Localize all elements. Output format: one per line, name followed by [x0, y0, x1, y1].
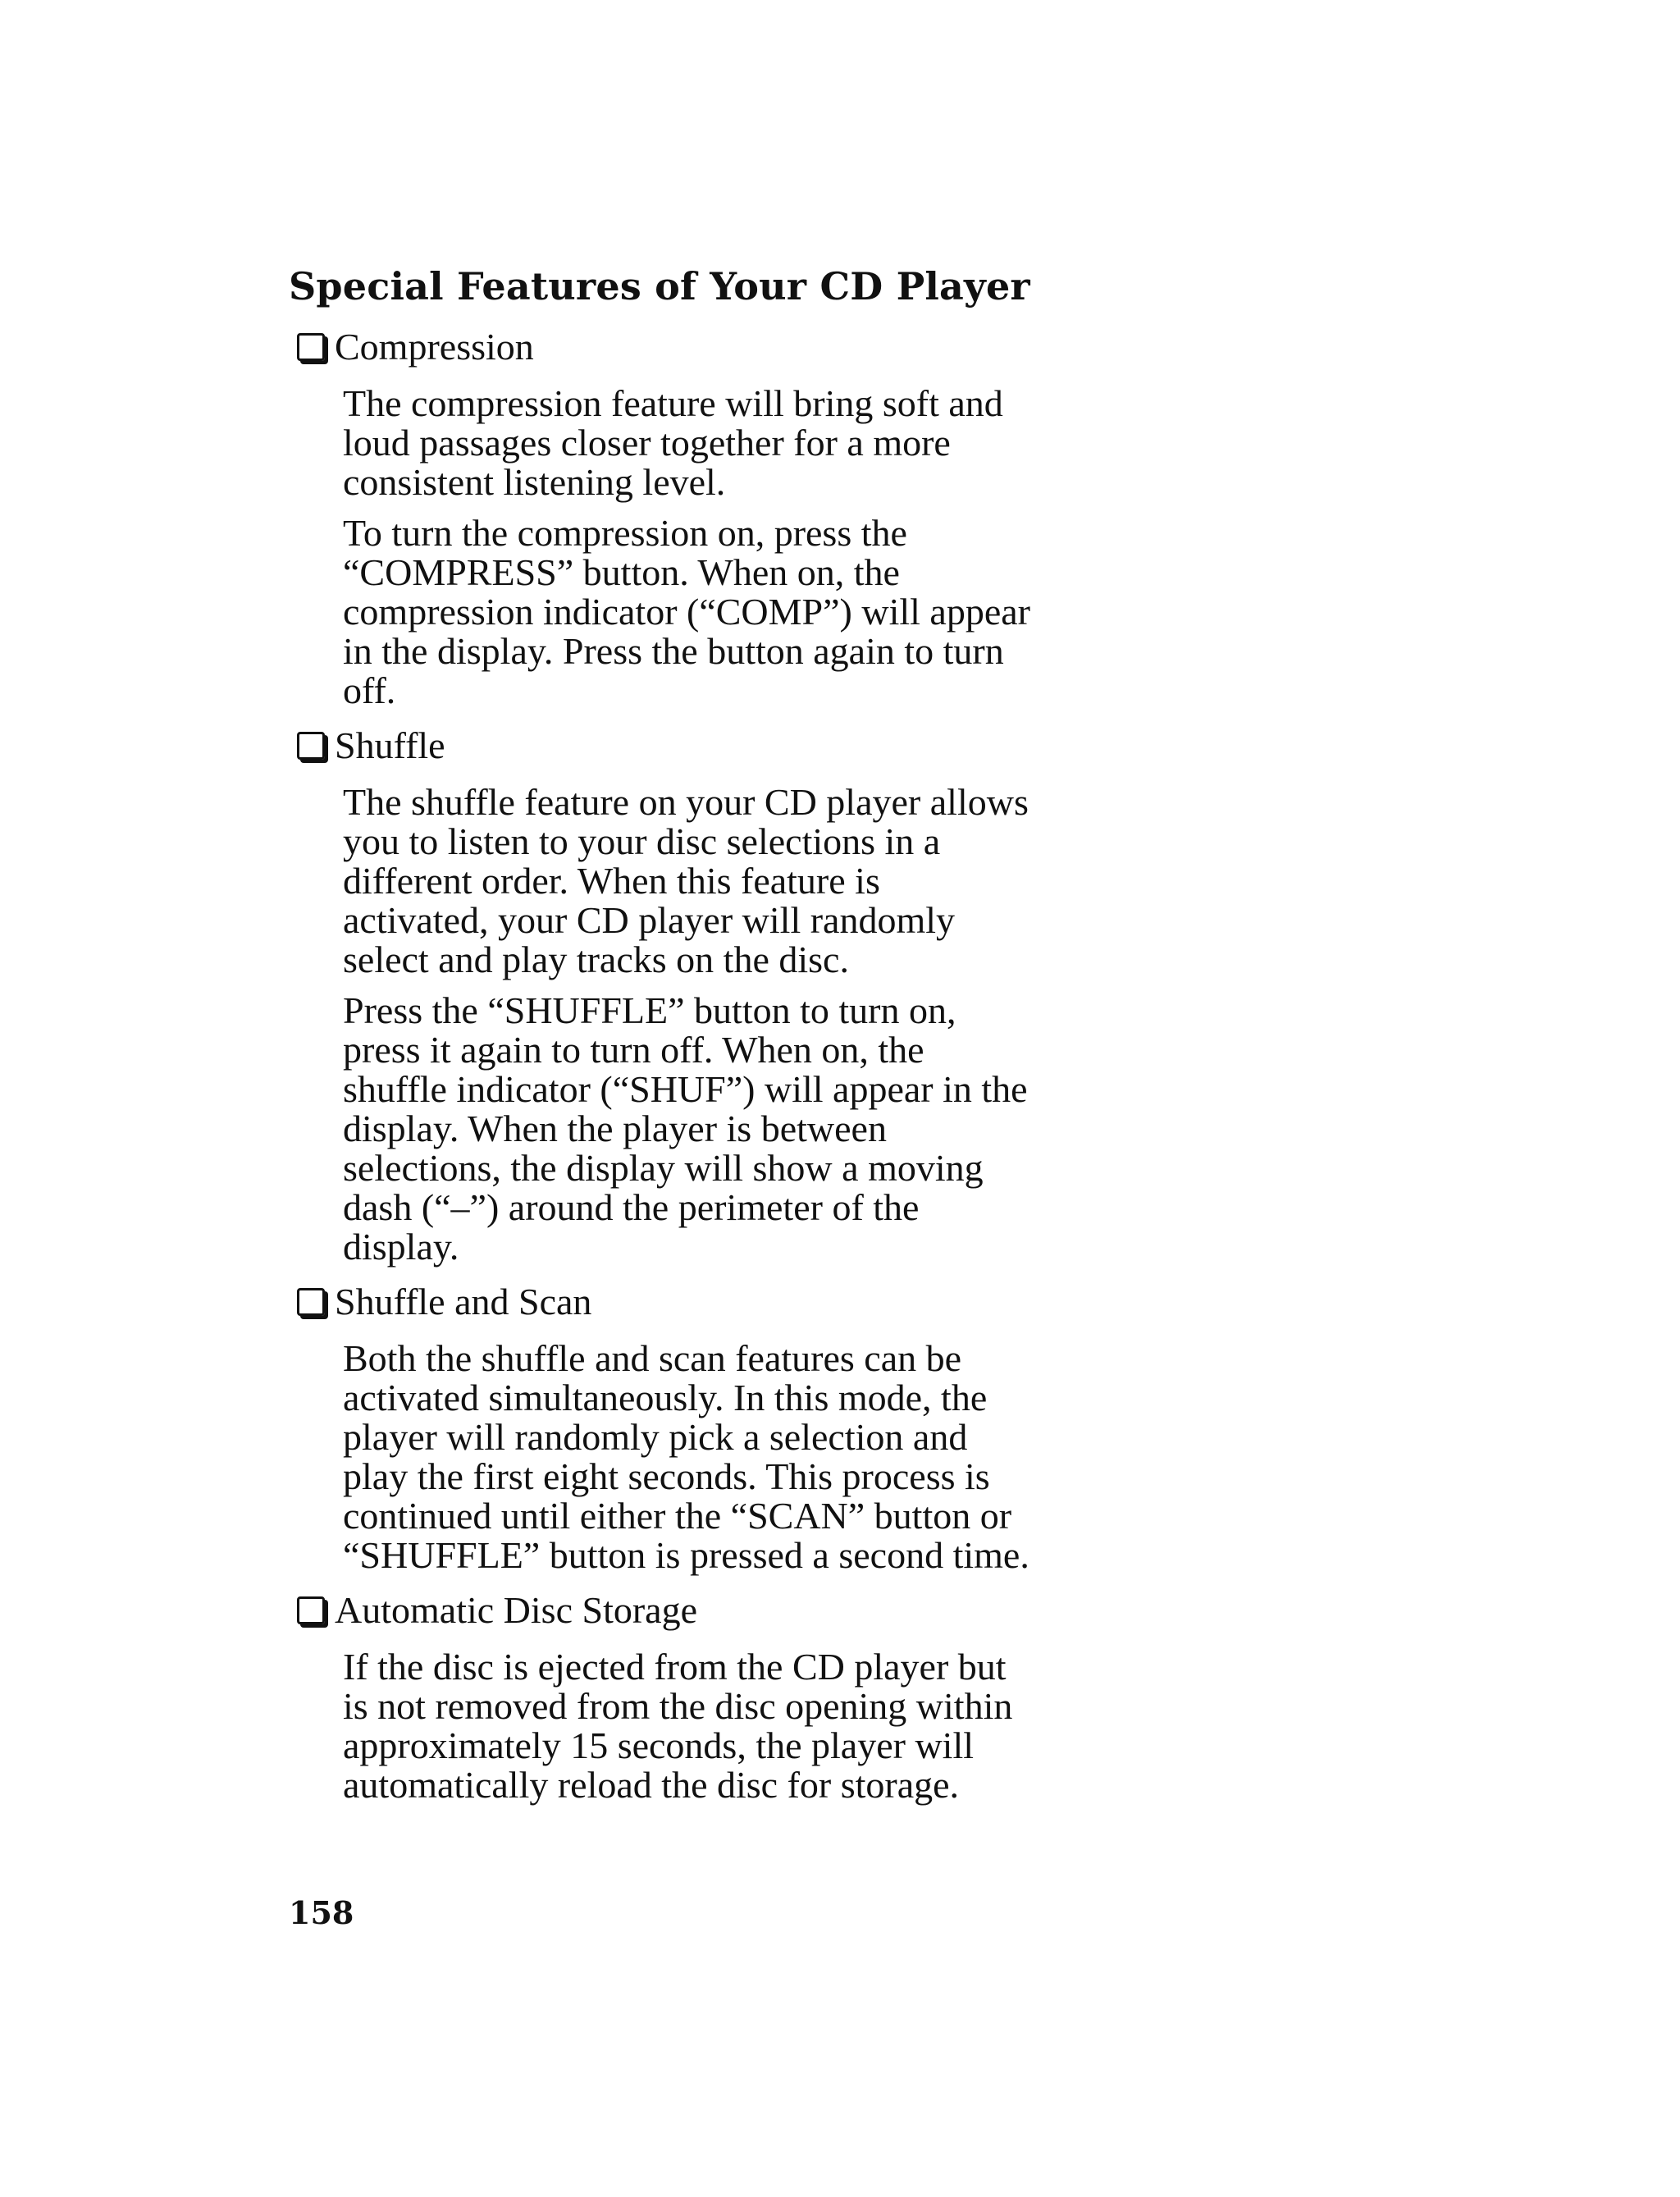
checkbox-bullet-icon — [297, 1288, 325, 1316]
text-line: dash (“–”) around the perimeter of the — [343, 1186, 920, 1228]
text-line: off. — [343, 669, 396, 711]
text-line: different order. When this feature is — [343, 860, 880, 902]
text-line: you to listen to your disc selections in a — [343, 820, 941, 862]
text-line: in the display. Press the button again to turn — [343, 630, 1004, 672]
checkbox-bullet-icon — [297, 333, 325, 361]
text-line: “SHUFFLE” button is pressed a second time. — [343, 1534, 1029, 1576]
text-line: loud passages closer together for a more — [343, 422, 951, 464]
section-title: Shuffle — [335, 724, 445, 766]
text-line: select and play tracks on the disc. — [343, 939, 849, 980]
text-line: display. When the player is between — [343, 1108, 887, 1149]
text-line: The shuffle feature on your CD player allows — [343, 781, 1029, 823]
section-title: Automatic Disc Storage — [335, 1589, 698, 1631]
section-shuffle-and-scan — [289, 1277, 1109, 1575]
paragraph — [343, 514, 1109, 710]
text-line: selections, the display will show a moving — [343, 1147, 984, 1189]
text-line: activated simultaneously. In this mode, the — [343, 1377, 988, 1418]
text-line: shuffle indicator (“SHUF”) will appear in the — [343, 1068, 1028, 1110]
text-line: approximately 15 seconds, the player will — [343, 1724, 975, 1766]
paragraph — [343, 1647, 1109, 1805]
text-line: compression indicator (“COMP”) will appear — [343, 591, 1030, 633]
page-number: 158 — [289, 1894, 354, 1931]
section-title: Compression — [335, 326, 534, 368]
section-compression — [289, 322, 1109, 710]
text-line: play the first eight seconds. This process is — [343, 1455, 990, 1497]
checkbox-bullet-icon — [297, 1596, 325, 1624]
paragraph — [343, 991, 1109, 1267]
text-line: display. — [343, 1226, 459, 1268]
page-title: Special Features of Your CD Player — [289, 264, 1030, 308]
section-heading — [289, 322, 1109, 372]
text-line: is not removed from the disc opening within — [343, 1685, 1013, 1727]
text-line: Press the “SHUFFLE” button to turn on, — [343, 989, 956, 1031]
text-line: To turn the compression on, press the — [343, 512, 907, 554]
text-line: press it again to turn off. When on, the — [343, 1029, 924, 1071]
text-line: The compression feature will bring soft and — [343, 382, 1003, 424]
text-line: player will randomly pick a selection and — [343, 1416, 968, 1458]
checkbox-bullet-icon — [297, 732, 325, 760]
text-line: continued until either the “SCAN” button or — [343, 1495, 1012, 1537]
section-heading — [289, 1585, 1109, 1636]
manual-page — [289, 261, 1109, 1805]
text-line: activated, your CD player will randomly — [343, 899, 956, 941]
text-line: “COMPRESS” button. When on, the — [343, 551, 900, 593]
section-heading — [289, 1277, 1109, 1327]
section-shuffle — [289, 720, 1109, 1267]
text-line: Both the shuffle and scan features can be — [343, 1337, 962, 1379]
text-line: automatically reload the disc for storage. — [343, 1764, 960, 1806]
section-automatic-disc-storage — [289, 1585, 1109, 1805]
text-line: consistent listening level. — [343, 461, 726, 503]
section-title: Shuffle and Scan — [335, 1281, 592, 1322]
section-heading — [289, 720, 1109, 771]
paragraph — [343, 783, 1109, 980]
text-line: If the disc is ejected from the CD player but — [343, 1646, 1007, 1688]
paragraph — [343, 1339, 1109, 1575]
paragraph — [343, 384, 1109, 502]
